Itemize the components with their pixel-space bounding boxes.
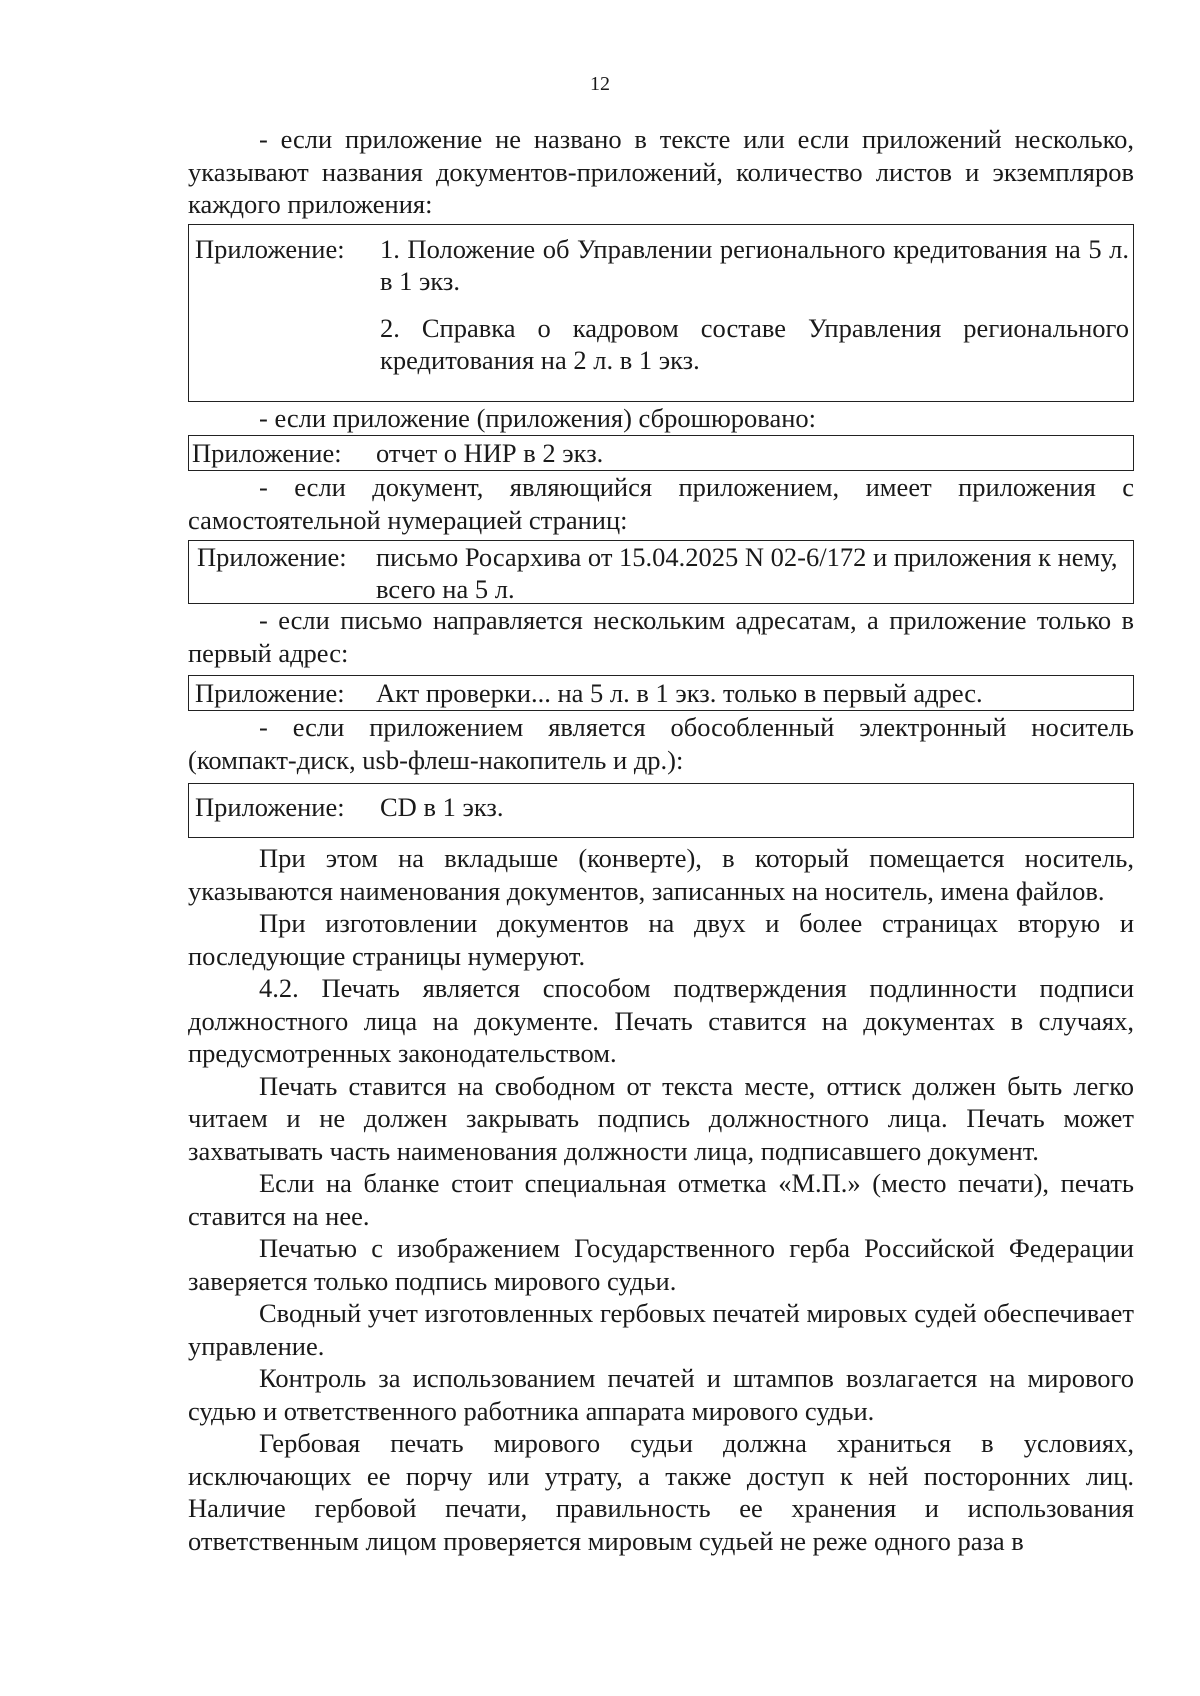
attachment-item: 1. Положение об Управлении регионального кредитования на 5 л. в 1 экз. [380, 233, 1129, 296]
attachment-label: Приложение: [197, 542, 347, 572]
paragraph-page-numbering: При изготовлении документов на двух и более страницах вторую и последующие страницы нумеруют. [188, 908, 1134, 971]
attachment-text: Акт проверки... на 5 л. в 1 экз. только в первый адрес. [376, 678, 983, 708]
attachment-box-bound [188, 435, 1134, 471]
attachment-box-multiple [188, 224, 1134, 402]
paragraph-seal-placement: Печать ставится на свободном от текста месте, оттиск должен быть легко читаем и не должен закрывать подпись должностного лица. Печать может захватывать часть наименования должности лица, подписавшего документ. [188, 1070, 1134, 1166]
intro-multiple-attachments: - если приложение не названо в тексте или если приложений несколько, указывают названия документов-приложений, количество листов и экземпляров каждого приложения: [188, 124, 1134, 219]
intro-electronic-media: - если приложением является обособленный электронный носитель (компакт-диск, usb-флеш-накопитель и др.): [188, 712, 1134, 775]
paragraph-coat-of-arms-seal: Печатью с изображением Государственного герба Российской Федерации заверяется только подпись мирового судьи. [188, 1233, 1134, 1296]
attachment-box-first-address [188, 675, 1134, 711]
paragraph-seal-definition: 4.2. Печать является способом подтверждения подлинности подписи должностного лица на документе. Печать ставится на документах в случаях, предусмотренных законодательством. [188, 973, 1134, 1068]
attachment-item: 2. Справка о кадровом составе Управления регионального кредитования на 2 л. в 1 экз. [380, 312, 1129, 375]
paragraph-media-insert: При этом на вкладыше (конверте), в который помещается носитель, указываются наименования документов, записанных на носитель, имена файлов. [188, 843, 1134, 906]
attachment-label: Приложение: [192, 438, 342, 468]
intro-first-address: - если письмо направляется нескольким адресатам, а приложение только в первый адрес: [188, 605, 1134, 668]
attachment-text: письмо Росархива от 15.04.2025 N 02-6/172 и приложения к нему, всего на 5 л. [376, 542, 1118, 604]
paragraph-seal-accounting: Сводный учет изготовленных гербовых печатей мировых судей обеспечивает управление. [188, 1298, 1134, 1361]
paragraph-mp-mark: Если на бланке стоит специальная отметка «М.П.» (место печати), печать ставится на нее. [188, 1168, 1134, 1231]
attachment-text: отчет о НИР в 2 экз. [376, 438, 604, 468]
attachment-box-own-attachments [188, 540, 1134, 604]
attachment-label: Приложение: [195, 792, 345, 822]
attachment-box-media [188, 783, 1134, 838]
attachment-text: CD в 1 экз. [380, 792, 504, 822]
attachment-items [380, 233, 1129, 377]
paragraph-seal-control: Контроль за использованием печатей и штампов возлагается на мирового судью и ответственного работника аппарата мирового судьи. [188, 1363, 1134, 1426]
document-body [188, 123, 1134, 1557]
intro-bound-attachment: - если приложение (приложения) сброшюровано: [259, 402, 817, 433]
attachment-label: Приложение: [195, 233, 345, 264]
page-number: 12 [590, 73, 610, 95]
paragraph-seal-storage: Гербовая печать мирового судьи должна храниться в условиях, исключающих ее порчу или утрату, а также доступ к ней посторонних лиц. Наличие гербовой печати, правильность ее хранения и использования ответственным лицом проверяется мировым судьей не реже одного раза в [188, 1428, 1134, 1556]
attachment-label: Приложение: [195, 678, 345, 708]
intro-own-attachments: - если документ, являющийся приложением, имеет приложения с самостоятельной нумерацией страниц: [188, 472, 1134, 535]
